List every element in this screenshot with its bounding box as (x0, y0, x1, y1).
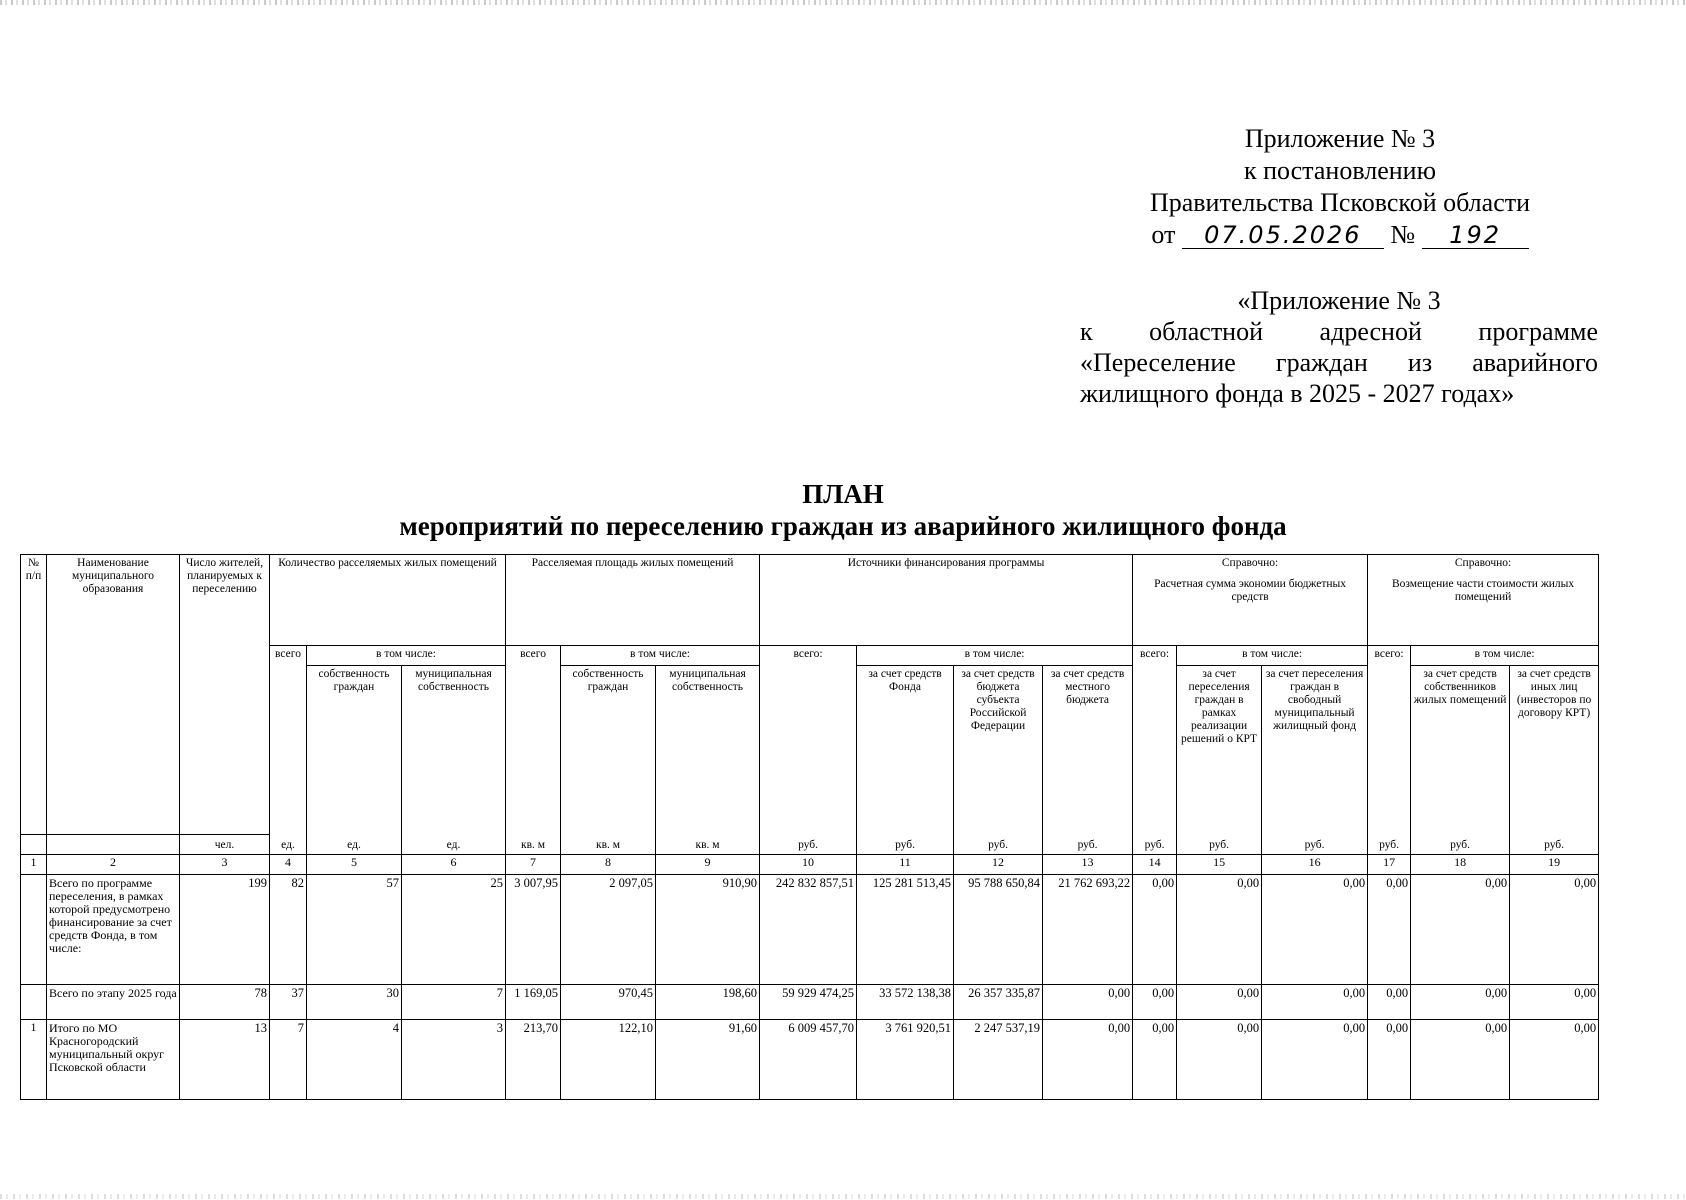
economy-krt-cell: 0,00 (1177, 985, 1262, 1020)
area-municipal-cell: 198,60 (656, 985, 760, 1020)
unit-cell: руб. (857, 835, 954, 855)
header-finance-incl: в том числе: (857, 646, 1133, 666)
finance-local-cell: 0,00 (1043, 1020, 1133, 1100)
header-rooms-citizens: собственность граждан (307, 666, 402, 835)
economy-total-cell: 0,00 (1133, 1020, 1177, 1100)
appendix-line-1: Приложение № 3 (1244, 124, 1436, 153)
header-compensation-group (1368, 555, 1599, 646)
header-num: № п/п (21, 555, 47, 835)
header-economy-incl: в том числе: (1177, 646, 1368, 666)
column-number: 17 (1368, 855, 1411, 875)
finance-local-cell: 21 762 693,22 (1043, 875, 1133, 985)
rooms-total-cell: 37 (270, 985, 307, 1020)
header-rooms-municipal: муниципальная собственность (402, 666, 506, 835)
unit-cell: руб. (760, 835, 857, 855)
economy-krt-cell: 0,00 (1177, 875, 1262, 985)
compensation-owners-cell: 0,00 (1411, 985, 1510, 1020)
area-citizens-cell: 970,45 (561, 985, 656, 1020)
column-number: 7 (506, 855, 561, 875)
column-number: 9 (656, 855, 760, 875)
finance-local-cell: 0,00 (1043, 985, 1133, 1020)
row-name: Итого по МО Красногородский муниципальный округ Псковской области (47, 1020, 180, 1100)
finance-fund-cell: 33 572 138,38 (857, 985, 954, 1020)
program-line-4: жилищного фонда в 2025 - 2027 годах» (1080, 379, 1515, 408)
unit-cell: кв. м (561, 835, 656, 855)
header-local-budget: за счет средств местного бюджета (1043, 666, 1133, 835)
column-number: 16 (1262, 855, 1368, 875)
rooms-municipal-cell: 3 (402, 1020, 506, 1100)
unit-cell (47, 835, 180, 855)
economy-free-fund-cell: 0,00 (1262, 985, 1368, 1020)
header-name: Наименование муниципального образования (47, 555, 180, 835)
economy-total-cell: 0,00 (1133, 875, 1177, 985)
header-rooms-incl: в том числе: (307, 646, 506, 666)
column-number: 18 (1411, 855, 1510, 875)
economy-total-cell: 0,00 (1133, 985, 1177, 1020)
header-economy-group (1133, 555, 1368, 646)
unit-cell: ед. (307, 835, 402, 855)
row-number: 1 (21, 1020, 47, 1100)
row-name: Всего по программе переселения, в рамках которой предусмотрено финансирование за счет средств Фонда, в том числе: (47, 875, 180, 985)
handwritten-number: 192 (1422, 222, 1529, 249)
unit-cell: руб. (1043, 835, 1133, 855)
header-area-citizens: собственность граждан (561, 666, 656, 835)
plan-title-block (0, 478, 1686, 542)
appendix-line-2: к постановлению (1243, 156, 1437, 185)
table-row (21, 985, 1599, 1020)
finance-fund-cell: 125 281 513,45 (857, 875, 954, 985)
rooms-total-cell: 82 (270, 875, 307, 985)
economy-free-fund-cell: 0,00 (1262, 875, 1368, 985)
finance-fund-cell: 3 761 920,51 (857, 1020, 954, 1100)
header-finance-total: всего: (760, 646, 857, 835)
column-number: 4 (270, 855, 307, 875)
unit-cell: кв. м (506, 835, 561, 855)
handwritten-date: 07.05.2026 (1182, 222, 1384, 249)
residents-cell: 199 (180, 875, 270, 985)
compensation-title: Возмещение части стоимости жилых помещений (1392, 578, 1575, 603)
header-row-1 (21, 555, 1599, 646)
plan-title: ПЛАН (802, 479, 884, 509)
program-line-2: к областной адресной программе (1080, 317, 1598, 346)
column-number: 11 (857, 855, 954, 875)
unit-cell: ед. (270, 835, 307, 855)
finance-subject-cell: 95 788 650,84 (954, 875, 1043, 985)
header-residents: Число жителей, планируемых к переселению (180, 555, 270, 835)
column-number: 10 (760, 855, 857, 875)
header-free-fund: за счет переселения граждан в свободный муниципальный жилищный фонд (1262, 666, 1368, 835)
scan-edge-top (0, 0, 1686, 5)
unit-cell: руб. (1133, 835, 1177, 855)
program-appendix-block (1080, 285, 1598, 409)
column-number: 8 (561, 855, 656, 875)
unit-cell: руб. (954, 835, 1043, 855)
compensation-investors-cell: 0,00 (1510, 875, 1599, 985)
finance-subject-cell: 2 247 537,19 (954, 1020, 1043, 1100)
resettlement-plan-table (20, 554, 1599, 1100)
header-krt-resettle: за счет переселения граждан в рамках реализации решений о КРТ (1177, 666, 1262, 835)
column-number: 13 (1043, 855, 1133, 875)
compensation-total-cell: 0,00 (1368, 1020, 1411, 1100)
header-area: Расселяемая площадь жилых помещений (506, 555, 760, 646)
column-number: 14 (1133, 855, 1177, 875)
unit-cell: ед. (402, 835, 506, 855)
unit-cell: руб. (1368, 835, 1411, 855)
header-economy-total: всего: (1133, 646, 1177, 835)
unit-cell: руб. (1411, 835, 1510, 855)
column-number: 12 (954, 855, 1043, 875)
unit-cell: руб. (1510, 835, 1599, 855)
rooms-citizens-cell: 57 (307, 875, 402, 985)
residents-cell: 13 (180, 1020, 270, 1100)
area-total-cell: 3 007,95 (506, 875, 561, 985)
compensation-owners-cell: 0,00 (1411, 1020, 1510, 1100)
column-number: 15 (1177, 855, 1262, 875)
economy-krt-cell: 0,00 (1177, 1020, 1262, 1100)
column-number: 6 (402, 855, 506, 875)
appendix-line-3: Правительства Псковской области (1149, 188, 1531, 217)
column-number: 2 (47, 855, 180, 875)
header-compensation-incl: в том числе: (1411, 646, 1599, 666)
unit-cell: руб. (1177, 835, 1262, 855)
compensation-investors-cell: 0,00 (1510, 985, 1599, 1020)
row-number (21, 985, 47, 1020)
column-number: 5 (307, 855, 402, 875)
rooms-municipal-cell: 25 (402, 875, 506, 985)
header-subject-budget: за счет средств бюджета субъекта Российской Федерации (954, 666, 1043, 835)
unit-cell: кв. м (656, 835, 760, 855)
economy-title: Расчетная сумма экономии бюджетных средств (1154, 578, 1346, 603)
unit-cell: руб. (1262, 835, 1368, 855)
area-total-cell: 213,70 (506, 1020, 561, 1100)
area-citizens-cell: 122,10 (561, 1020, 656, 1100)
economy-reference-label: Справочно: (1221, 557, 1279, 569)
header-area-total: всего (506, 646, 561, 835)
plan-subtitle: мероприятий по переселению граждан из аварийного жилищного фонда (399, 511, 1287, 541)
column-number: 19 (1510, 855, 1599, 875)
area-citizens-cell: 2 097,05 (561, 875, 656, 985)
residents-cell: 78 (180, 985, 270, 1020)
area-municipal-cell: 910,90 (656, 875, 760, 985)
row-number (21, 875, 47, 985)
rooms-municipal-cell: 7 (402, 985, 506, 1020)
rooms-total-cell: 7 (270, 1020, 307, 1100)
table-row (21, 1020, 1599, 1100)
rooms-citizens-cell: 4 (307, 1020, 402, 1100)
header-rooms: Количество расселяемых жилых помещений (270, 555, 506, 646)
finance-total-cell: 59 929 474,25 (760, 985, 857, 1020)
table-row (21, 875, 1599, 985)
header-area-incl: в том числе: (561, 646, 760, 666)
rooms-citizens-cell: 30 (307, 985, 402, 1020)
finance-subject-cell: 26 357 335,87 (954, 985, 1043, 1020)
header-finance: Источники финансирования программы (760, 555, 1133, 646)
compensation-reference-label: Справочно: (1454, 557, 1512, 569)
program-line-3: «Переселение граждан из аварийного (1080, 348, 1598, 377)
column-numbers-row (21, 855, 1599, 875)
header-compensation-total: всего: (1368, 646, 1411, 835)
finance-total-cell: 242 832 857,51 (760, 875, 857, 985)
decree-date-number-line (1080, 219, 1600, 251)
economy-free-fund-cell: 0,00 (1262, 1020, 1368, 1100)
program-line-1: «Приложение № 3 (1237, 286, 1441, 315)
from-label: от (1151, 220, 1176, 249)
number-label: № (1390, 220, 1416, 249)
column-number: 3 (180, 855, 270, 875)
column-number: 1 (21, 855, 47, 875)
header-area-municipal: муниципальная собственность (656, 666, 760, 835)
finance-total-cell: 6 009 457,70 (760, 1020, 857, 1100)
compensation-investors-cell: 0,00 (1510, 1020, 1599, 1100)
compensation-total-cell: 0,00 (1368, 875, 1411, 985)
header-rooms-total: всего (270, 646, 307, 835)
header-investors: за счет средств иных лиц (инвесторов по договору КРТ) (1510, 666, 1599, 835)
compensation-owners-cell: 0,00 (1411, 875, 1510, 985)
compensation-total-cell: 0,00 (1368, 985, 1411, 1020)
area-municipal-cell: 91,60 (656, 1020, 760, 1100)
unit-cell (21, 835, 47, 855)
header-owners: за счет средств собственников жилых помещений (1411, 666, 1510, 835)
units-row (21, 835, 1599, 855)
scan-edge-bottom (0, 1194, 1686, 1199)
unit-cell: чел. (180, 835, 270, 855)
area-total-cell: 1 169,05 (506, 985, 561, 1020)
header-fund: за счет средств Фонда (857, 666, 954, 835)
row-name: Всего по этапу 2025 года (47, 985, 180, 1020)
appendix-header (1080, 123, 1600, 251)
